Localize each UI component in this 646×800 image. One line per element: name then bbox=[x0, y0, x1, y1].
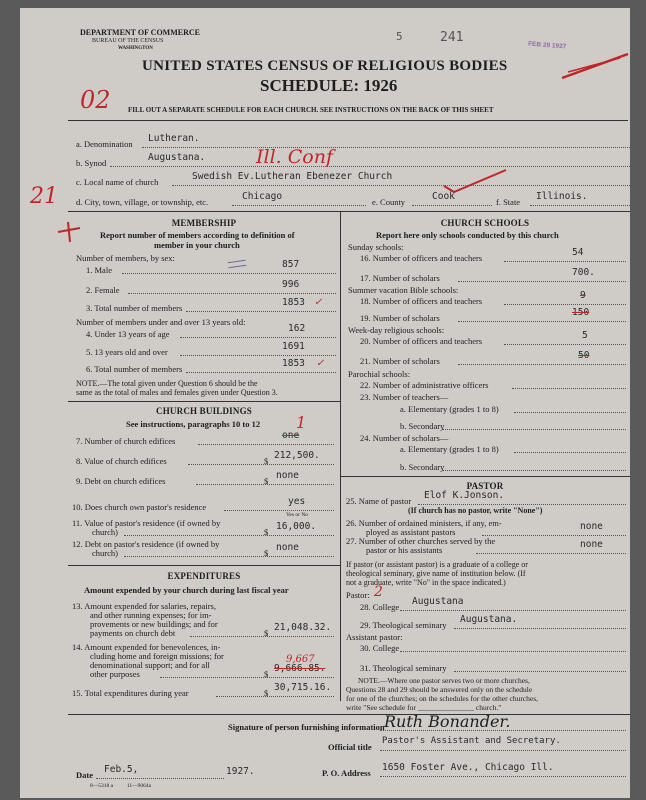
q18-line bbox=[504, 304, 626, 305]
q14-handwritten: 9,667 bbox=[286, 654, 315, 665]
q18-value: 9 bbox=[580, 290, 586, 301]
red-pencil-mark bbox=[560, 48, 632, 82]
graduate-note-3: not a graduate, write "No" in the space indicated.) bbox=[346, 578, 506, 587]
q26-label-2: ployed as assistant pastors bbox=[366, 527, 456, 537]
q8-value: 212,500. bbox=[274, 450, 320, 461]
state-value: Illinois. bbox=[536, 191, 588, 202]
q25-line bbox=[418, 504, 626, 505]
sunday-schools-label: Sunday schools: bbox=[348, 242, 404, 252]
q17-label: 17. Number of scholars bbox=[360, 273, 440, 283]
q19-label: 19. Number of scholars bbox=[360, 313, 440, 323]
form-title: UNITED STATES CENSUS OF RELIGIOUS BODIES bbox=[142, 58, 508, 74]
assistant-pastor-subheading: Assistant pastor: bbox=[346, 632, 403, 642]
membership-note-1: NOTE.—The total given under Question 6 should be the bbox=[76, 379, 258, 388]
handwritten-code: 02 bbox=[80, 86, 111, 114]
city-label: WASHINGTON bbox=[118, 46, 153, 51]
q19-line bbox=[458, 321, 626, 322]
expenditures-intro: Amount expended by your church during last fiscal year bbox=[84, 585, 289, 595]
address-line bbox=[380, 776, 626, 777]
schools-title: CHURCH SCHOOLS bbox=[440, 218, 530, 228]
city-line bbox=[232, 205, 366, 206]
q24a-line bbox=[514, 452, 626, 453]
q13-currency: $ bbox=[264, 628, 269, 638]
q15-currency: $ bbox=[264, 688, 269, 698]
date-line bbox=[96, 778, 224, 779]
membership-intro-2: member in your church bbox=[154, 240, 240, 250]
footer-rule bbox=[68, 714, 630, 715]
q4-label: 4. Under 13 years of age bbox=[86, 329, 170, 339]
q3-line bbox=[186, 311, 336, 312]
q29-line bbox=[454, 628, 626, 629]
q13-line bbox=[190, 636, 334, 637]
received-date-stamp: FEB 28 1927 bbox=[527, 40, 567, 51]
address-label: P. O. Address bbox=[322, 768, 371, 778]
q14-label-2: cluding home and foreign missions; for bbox=[90, 651, 224, 661]
pastor-note-3: for one of the churches; on the schedules for the other churches, bbox=[346, 694, 539, 703]
q28-line bbox=[400, 610, 626, 611]
buildings-intro: See instructions, paragraphs 10 to 12 bbox=[126, 419, 261, 429]
q14-line bbox=[160, 677, 334, 678]
state-line bbox=[530, 205, 630, 206]
year-value: 1927. bbox=[226, 766, 255, 777]
summer-schools-label: Summer vacation Bible schools: bbox=[348, 285, 459, 295]
q18-label: 18. Number of officers and teachers bbox=[360, 296, 483, 306]
schedule-title: SCHEDULE: 1926 bbox=[260, 76, 398, 95]
pastor-note-2: Questions 28 and 29 should be answered only on the schedule bbox=[346, 685, 533, 694]
q13-value: 21,048.32. bbox=[274, 622, 332, 633]
synod-value: Augustana. bbox=[148, 152, 206, 163]
membership-intro-1: Report number of members according to definition of bbox=[100, 230, 295, 240]
margin-handwritten-number: 21 bbox=[30, 184, 58, 209]
q17-value: 700. bbox=[572, 267, 595, 278]
county-value: Cook bbox=[432, 191, 455, 202]
q2-female-value: 996 bbox=[282, 279, 300, 290]
signature-label: Signature of person furnishing information bbox=[228, 722, 385, 732]
q22-label: 22. Number of administrative officers bbox=[360, 380, 489, 390]
q23b-line bbox=[442, 429, 626, 430]
q12-line bbox=[124, 556, 334, 557]
schools-intro: Report here only schools conducted by this church bbox=[376, 230, 559, 240]
q24b-label: b. Secondary bbox=[400, 462, 445, 472]
q4-line bbox=[180, 337, 336, 338]
q3-label: 3. Total number of members bbox=[86, 303, 183, 313]
header-rule bbox=[68, 120, 628, 121]
denomination-line bbox=[142, 147, 630, 148]
date-value: Feb.5, bbox=[104, 764, 139, 775]
synod-label: b. Synod bbox=[76, 158, 107, 168]
q24b-line bbox=[442, 470, 626, 471]
membership-rule bbox=[68, 401, 340, 402]
q31-line bbox=[454, 671, 626, 672]
stamp-prefix: 5 bbox=[396, 30, 403, 43]
q31-label: 31. Theological seminary bbox=[360, 663, 447, 673]
city-label: d. City, town, village, or township, etc. bbox=[76, 197, 209, 207]
q13-label-4: payments on church debt bbox=[90, 628, 176, 638]
q30-label: 30. College bbox=[360, 643, 400, 653]
q11-label-1: 11. Value of pastor's residence (if owned by bbox=[72, 518, 221, 528]
q14-value: 9,666.85. bbox=[274, 663, 326, 674]
q14-label-1: 14. Amount expended for benevolences, in- bbox=[72, 642, 221, 652]
yes-no-hint: Yes or No bbox=[286, 512, 309, 518]
signature-value: Ruth Bonander. bbox=[384, 712, 511, 731]
q28-label: 28. College bbox=[360, 602, 400, 612]
q12-label-1: 12. Debt on pastor's residence (if owned by bbox=[72, 539, 220, 549]
q15-label: 15. Total expenditures during year bbox=[72, 688, 189, 698]
q21-label: 21. Number of scholars bbox=[360, 356, 440, 366]
q15-value: 30,715.16. bbox=[274, 682, 332, 693]
q8-currency: $ bbox=[264, 456, 269, 466]
q1-male-value: 857 bbox=[282, 259, 300, 270]
pastor-title: PASTOR bbox=[466, 481, 504, 491]
column-divider bbox=[340, 211, 341, 701]
q10-label: 10. Does church own pastor's residence bbox=[72, 502, 207, 512]
q23a-label: a. Elementary (grades 1 to 8) bbox=[400, 404, 499, 414]
q9-label: 9. Debt on church edifices bbox=[76, 476, 166, 486]
q7-handwritten: 1 bbox=[296, 413, 307, 432]
q22-line bbox=[512, 388, 626, 389]
parochial-schools-label: Parochial schools: bbox=[348, 369, 411, 379]
q16-label: 16. Number of officers and teachers bbox=[360, 253, 483, 263]
denomination-value: Lutheran. bbox=[148, 133, 200, 144]
q14-label-4: other purposes bbox=[90, 669, 140, 679]
q20-line bbox=[504, 344, 626, 345]
buildings-title: CHURCH BUILDINGS bbox=[156, 406, 252, 416]
q6-line bbox=[186, 372, 336, 373]
denomination-label: a. Denomination bbox=[76, 139, 133, 149]
date-label: Date bbox=[76, 770, 93, 780]
weekday-schools-label: Week-day religious schools: bbox=[348, 325, 445, 335]
graduate-note-1: If pastor (or assistant pastor) is a graduate of a college or bbox=[346, 560, 528, 569]
q3-total-value: 1853 bbox=[282, 297, 305, 308]
q8-label: 8. Value of church edifices bbox=[76, 456, 167, 466]
members-by-age-label: Number of members under and over 13 years old: bbox=[76, 317, 246, 327]
official-title-label: Official title bbox=[328, 742, 372, 752]
q29-seminary: Augustana. bbox=[460, 614, 518, 625]
q10-value: yes bbox=[288, 496, 306, 507]
buildings-rule bbox=[68, 565, 340, 566]
q20-label: 20. Number of officers and teachers bbox=[360, 336, 483, 346]
q14-label-3: denominational support; and for all bbox=[90, 660, 210, 670]
q24a-label: a. Elementary (grades 1 to 8) bbox=[400, 444, 499, 454]
membership-note-2: same as the total of males and females given under Question 3. bbox=[76, 388, 278, 397]
q3-check-mark: ✓ bbox=[314, 297, 323, 308]
q6-label: 6. Total number of members bbox=[86, 364, 183, 374]
pastor-note-4: write "See schedule for _______________ church." bbox=[346, 703, 502, 712]
bureau-label: BUREAU OF THE CENSUS bbox=[92, 38, 164, 44]
q5-line bbox=[180, 355, 336, 356]
q12-currency: $ bbox=[264, 548, 269, 558]
q27-label-1: 27. Number of other churches served by the bbox=[346, 536, 496, 546]
form-codes: 8—5318 a 11—9064a bbox=[90, 783, 152, 789]
q21-value: 50 bbox=[578, 350, 590, 361]
q13-label-2: and other running expenses; for im- bbox=[90, 610, 212, 620]
pastor-subheading: Pastor: bbox=[346, 590, 370, 600]
q26-line bbox=[482, 535, 626, 536]
q16-line bbox=[504, 261, 626, 262]
q6-check-mark: ✓ bbox=[316, 358, 325, 369]
q4-under13-value: 162 bbox=[288, 323, 306, 334]
q25-pastor-name: Elof K.Jonson. bbox=[424, 490, 505, 501]
official-title-line bbox=[380, 750, 626, 751]
q1-label: 1. Male bbox=[86, 265, 112, 275]
synod-handwritten: Ill. Conf bbox=[256, 146, 333, 168]
q27-label-2: pastor or his assistants bbox=[366, 545, 443, 555]
q13-label-3: provements or new buildings; and for bbox=[90, 619, 218, 629]
pencil-tick bbox=[228, 260, 247, 268]
q5-over13-value: 1691 bbox=[282, 341, 305, 352]
q17-line bbox=[458, 281, 626, 282]
address-value: 1650 Foster Ave., Chicago Ill. bbox=[382, 762, 554, 773]
q11-currency: $ bbox=[264, 527, 269, 537]
church-name-line bbox=[172, 185, 630, 186]
q6-total-value: 1853 bbox=[282, 358, 305, 369]
q7-line bbox=[198, 444, 334, 445]
q29-label: 29. Theological seminary bbox=[360, 620, 447, 630]
q1-line bbox=[122, 273, 336, 274]
q12-label-2: church) bbox=[92, 548, 118, 558]
q13-label-1: 13. Amount expended for salaries, repairs, bbox=[72, 601, 216, 611]
q26-label-1: 26. Number of ordained ministers, if any, em- bbox=[346, 518, 502, 528]
q24-label: 24. Number of scholars— bbox=[360, 433, 449, 443]
q15-line bbox=[216, 696, 334, 697]
q11-line bbox=[124, 535, 334, 536]
q5-label: 5. 13 years old and over bbox=[86, 347, 168, 357]
q7-edifices-value: one bbox=[282, 430, 300, 441]
q9-debt-value: none bbox=[276, 470, 299, 481]
q27-value: none bbox=[580, 539, 603, 550]
county-label: e. County bbox=[372, 197, 406, 207]
q8-line bbox=[188, 464, 334, 465]
q14-currency: $ bbox=[264, 669, 269, 679]
q21-line bbox=[458, 364, 626, 365]
members-by-sex-label: Number of members, by sex: bbox=[76, 253, 175, 263]
stamp-number: 241 bbox=[440, 30, 464, 45]
q19-value: 150 bbox=[572, 307, 590, 318]
q28-college: Augustana bbox=[412, 596, 464, 607]
q25-label: 25. Name of pastor bbox=[346, 496, 412, 506]
q27-line bbox=[476, 553, 626, 554]
q23a-line bbox=[514, 412, 626, 413]
expenditures-title: EXPENDITURES bbox=[167, 571, 241, 581]
county-line bbox=[412, 205, 492, 206]
church-name-value: Swedish Ev.Lutheran Ebenezer Church bbox=[192, 171, 393, 182]
city-value: Chicago bbox=[242, 191, 283, 202]
q9-currency: $ bbox=[264, 476, 269, 486]
q11-label-2: church) bbox=[92, 527, 118, 537]
state-label: f. State bbox=[496, 197, 521, 207]
census-schedule-sheet bbox=[20, 8, 630, 798]
form-instruction: FILL OUT A SEPARATE SCHEDULE FOR EACH CHURCH. SEE INSTRUCTIONS ON THE BACK OF THIS SHEET bbox=[128, 106, 494, 114]
q23b-label: b. Secondary bbox=[400, 421, 445, 431]
official-title-value: Pastor's Assistant and Secretary. bbox=[382, 736, 561, 746]
pastor-handwritten: 2 bbox=[374, 584, 383, 600]
q11-value: 16,000. bbox=[276, 521, 317, 532]
schools-rule bbox=[340, 476, 630, 477]
membership-title: MEMBERSHIP bbox=[171, 218, 237, 228]
q30-line bbox=[400, 651, 626, 652]
q2-label: 2. Female bbox=[86, 285, 120, 295]
q7-label: 7. Number of church edifices bbox=[76, 436, 176, 446]
q26-value: none bbox=[580, 521, 603, 532]
pastor-note-1: NOTE.—Where one pastor serves two or more churches, bbox=[358, 676, 530, 685]
department-label: DEPARTMENT OF COMMERCE bbox=[80, 28, 201, 37]
graduate-note-2: theological seminary, give name of institution below. (If bbox=[346, 569, 526, 578]
q20-value: 5 bbox=[582, 330, 588, 341]
q16-value: 54 bbox=[572, 247, 584, 258]
q10-line bbox=[224, 510, 334, 511]
church-name-label: c. Local name of church bbox=[76, 177, 159, 187]
synod-line bbox=[110, 166, 630, 167]
q2-line bbox=[128, 293, 336, 294]
q25-note: (If church has no pastor, write "None") bbox=[408, 506, 543, 515]
section-rule-top bbox=[68, 211, 630, 212]
q23-label: 23. Number of teachers— bbox=[360, 392, 449, 402]
q12-value: none bbox=[276, 542, 299, 553]
